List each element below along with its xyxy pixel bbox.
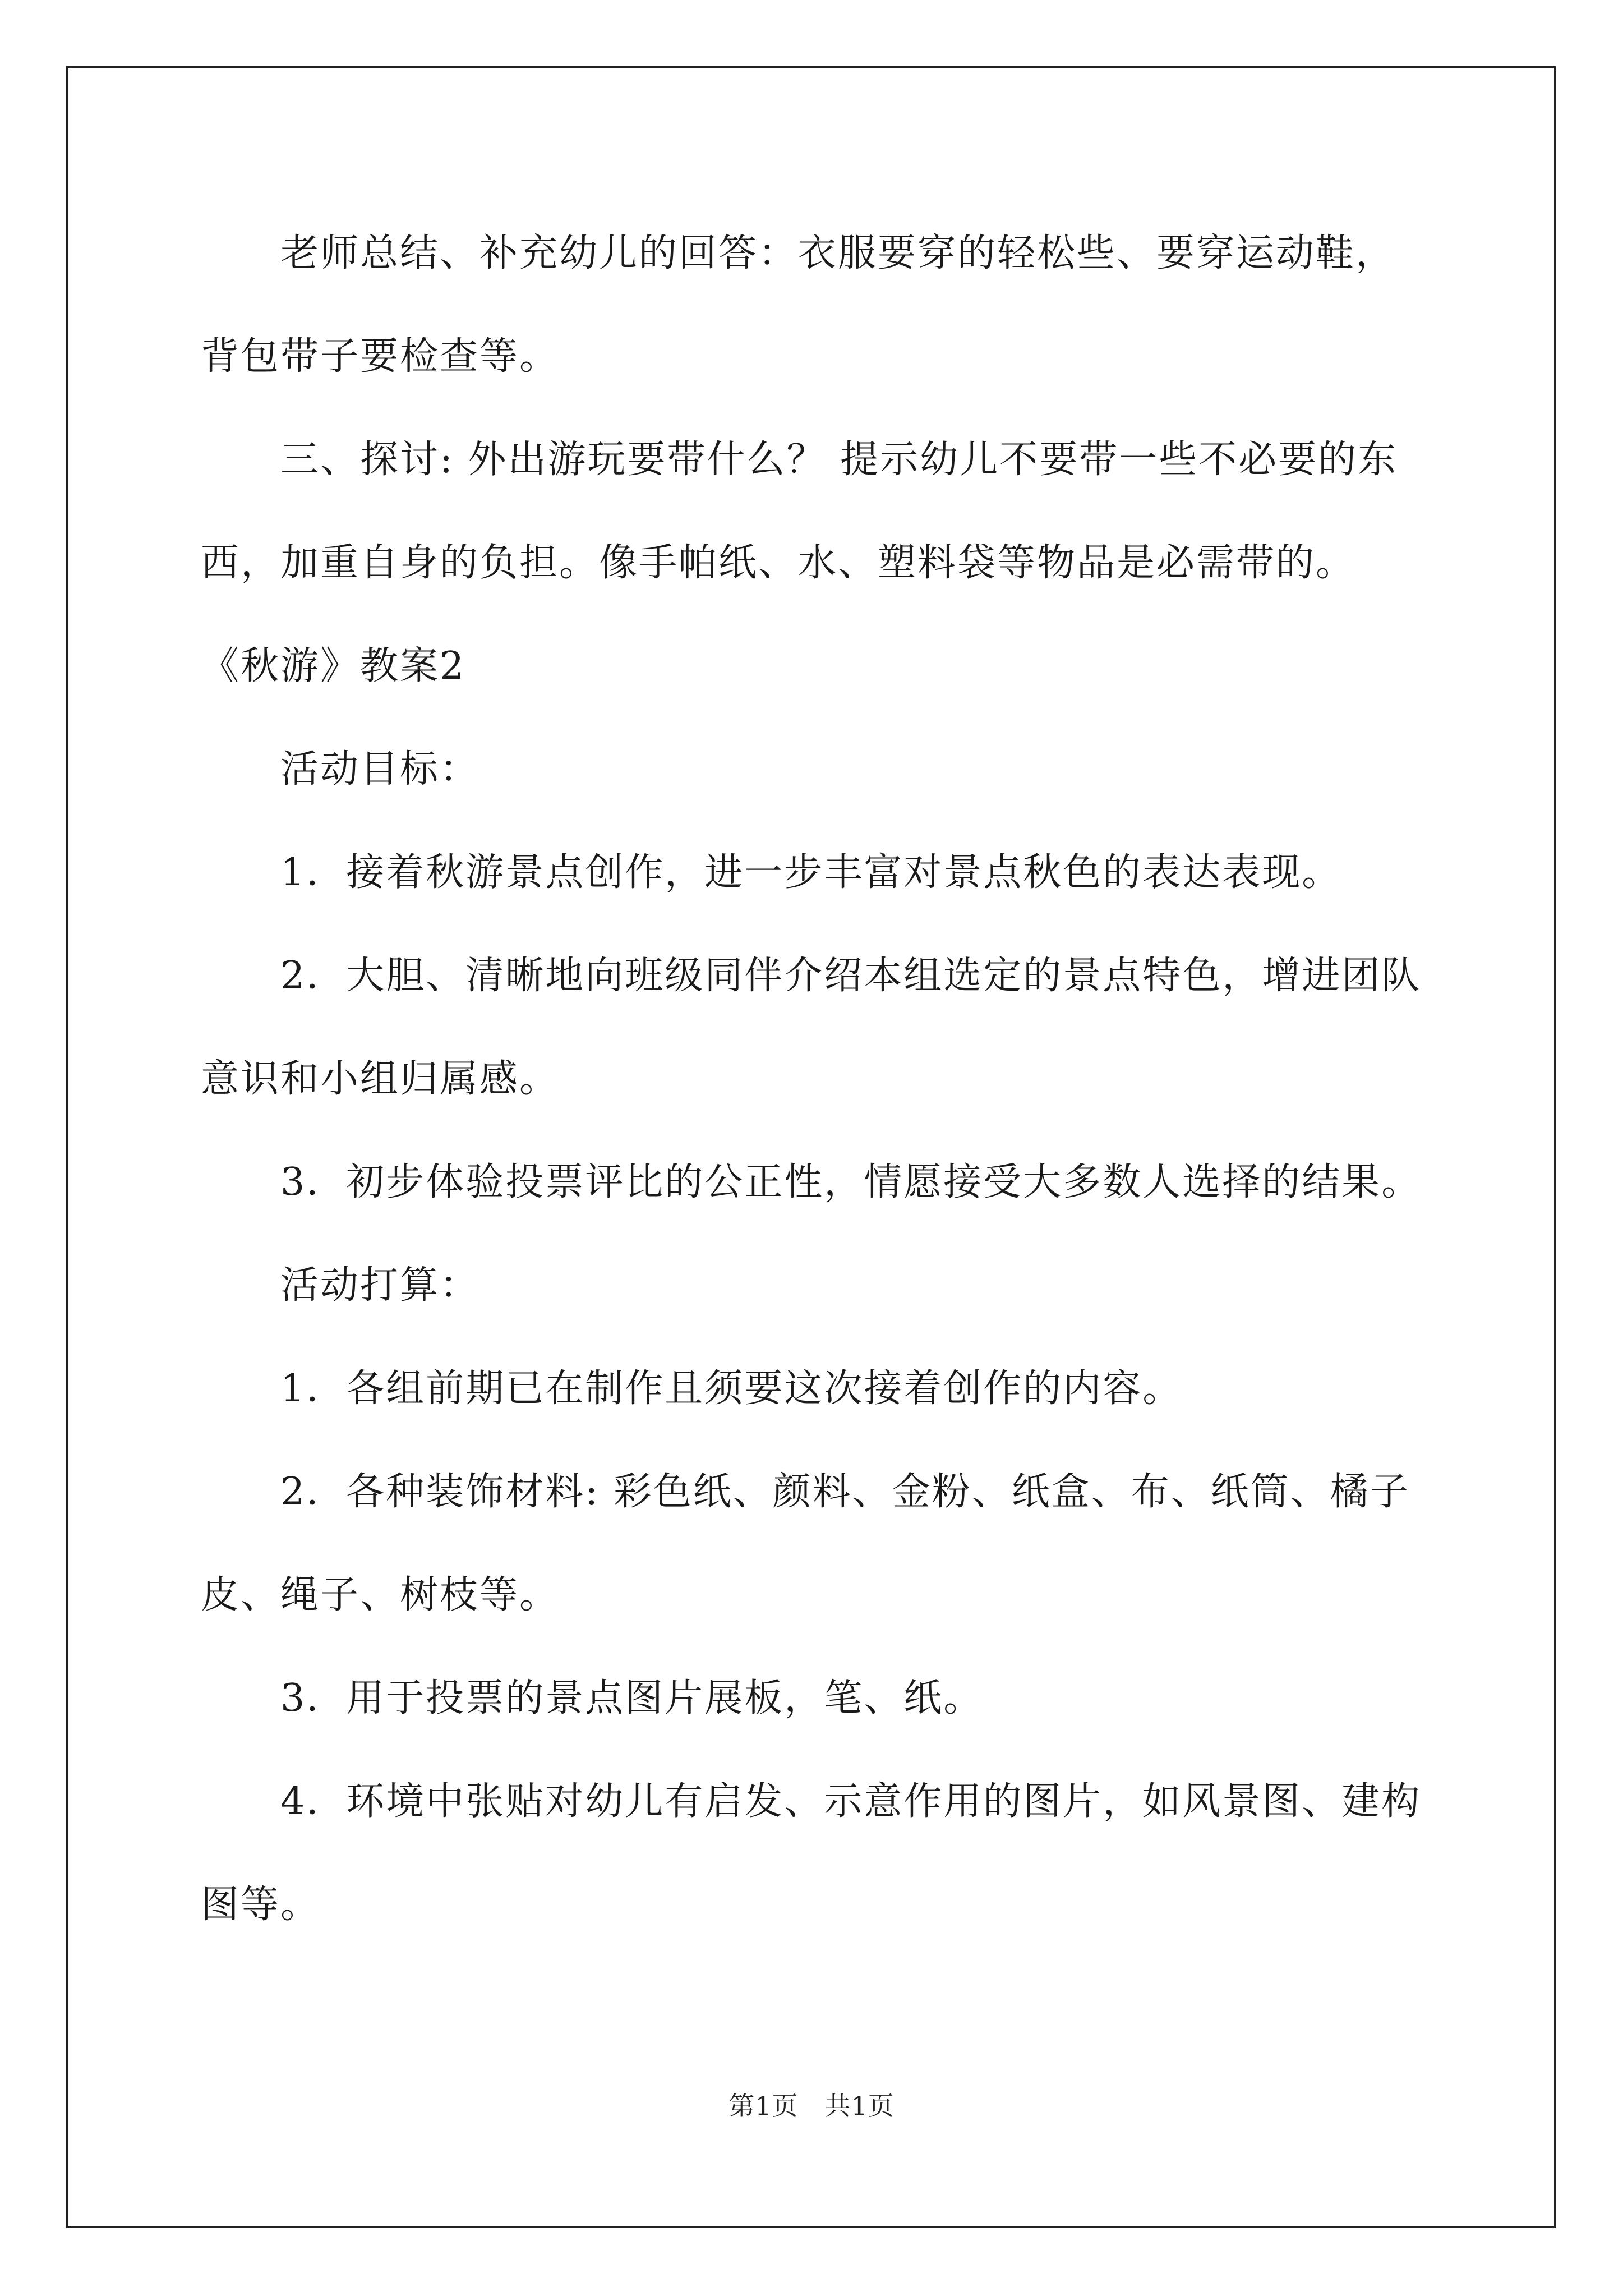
page-footer: 第1页 共1页 [728,2091,895,2121]
list-item-continuation: 意识和小组归属感。 [201,1057,560,1101]
list-item: 4．环境中张贴对幼儿有启发、示意作用的图片，如风景图、建构 [280,1779,1422,1824]
document-body [201,202,1435,1957]
list-item: 3．初步体验投票评比的公正性，情愿接受大多数人选择的结果。 [280,1160,1422,1204]
list-item: 1．各组前期已在制作且须要这次接着创作的内容。 [280,1366,1183,1411]
paragraph-line: 老师总结、补充幼儿的回答：衣服要穿的轻松些、要穿运动鞋， [280,231,1396,275]
subheading-preparation: 活动打算： [280,1263,480,1308]
paragraph-line: 西，加重自身的负担。像手帕纸、水、塑料袋等物品是必需带的。 [201,541,1356,585]
paragraph-line: 背包带子要检查等。 [201,334,560,379]
list-item: 2．各种装饰材料: 彩色纸、颜料、金粉、纸盒、布、纸筒、橘子 [280,1470,1410,1514]
section-heading: 《秋游》教案2 [201,644,466,688]
list-item: 2．大胆、清晰地向班级同伴介绍本组选定的景点特色，增进团队 [280,954,1422,998]
list-item: 1．接着秋游景点创作，进一步丰富对景点秋色的表达表现。 [280,850,1342,895]
subheading-goals: 活动目标： [280,747,480,792]
list-item-continuation: 皮、绳子、树枝等。 [201,1573,560,1617]
paragraph-line: 三、探讨: 外出游玩要带什么？ 提示幼儿不要带一些不必要的东 [280,438,1398,482]
list-item: 3．用于投票的景点图片展板，笔、纸。 [280,1676,984,1720]
list-item-continuation: 图等。 [201,1883,321,1927]
